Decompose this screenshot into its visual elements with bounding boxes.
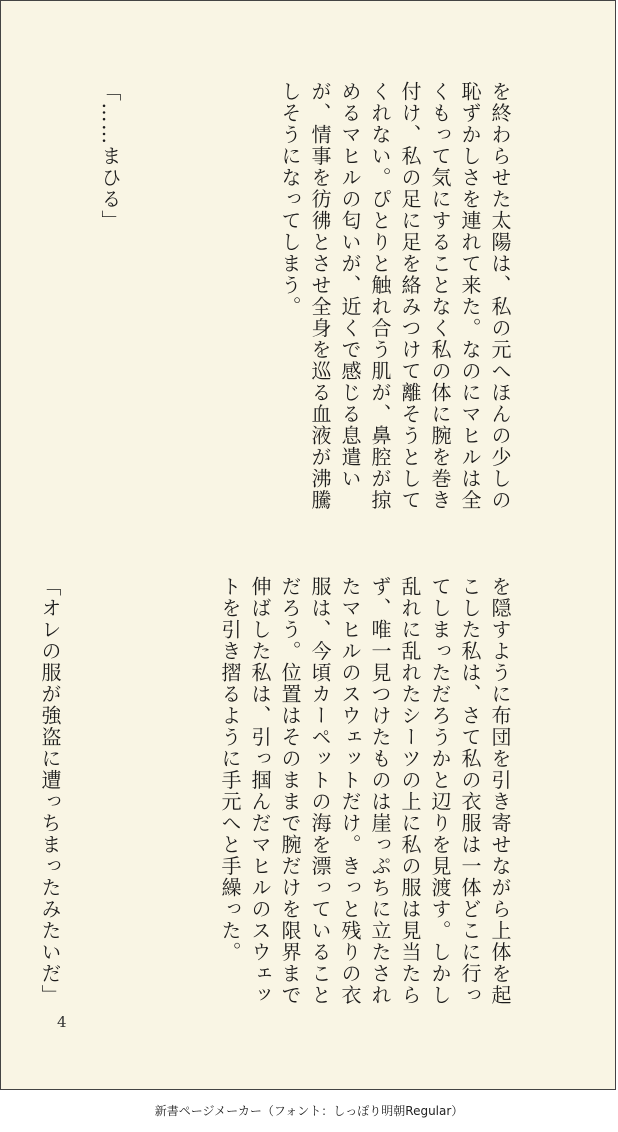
blank-line [185, 81, 215, 521]
blank-line [125, 576, 155, 1016]
blank-line [5, 81, 35, 521]
footer-caption: 新書ページメーカー（フォント：しっぽり明朝Regular） [154, 1104, 464, 1118]
top-text-block [0, 81, 575, 521]
page-number: 4 [57, 1013, 67, 1031]
bottom-text-block [0, 576, 575, 1016]
paragraph: を終わらせた太陽は、私の元へほんの少しの恥ずかしさを連れて来た。なのにマヒルは全くもって気にすることなく私の体に腕を巻き付け、私の足に足を絡みつけて離そうとしてくれない。ぴとりと触れ合う肌が、鼻腔が掠めるマヒルの匂いが、近くで感じる息遣いが、情事を彷彿とさせ全身を巡る血液が沸騰しそうになってしまう。 [278, 81, 512, 511]
dialogue-line: 「……まひる」 [98, 81, 122, 232]
dialogue-line: 「オレの服が強盗に遭っちまったみたいだ」 [38, 576, 62, 1006]
paragraph: を隠すように布団を引き寄せながら上体を起こした私は、さて私の衣服は一体どこに行ってしまっただろうかと辺りを見渡す。しかし乱れに乱れたシーツの上に私の服は見当たらず、唯一見つけたものは崖っぷちに立たされたマヒルのスウェットだけ。きっと残りの衣服は、今頃カーペットの海を漂っていることだろう。位置はそのままで腕だけを限界まで伸ばした私は、引っ掴んだマヒルのスウェットを引き摺るように手元へと手繰った。 [218, 576, 512, 1006]
